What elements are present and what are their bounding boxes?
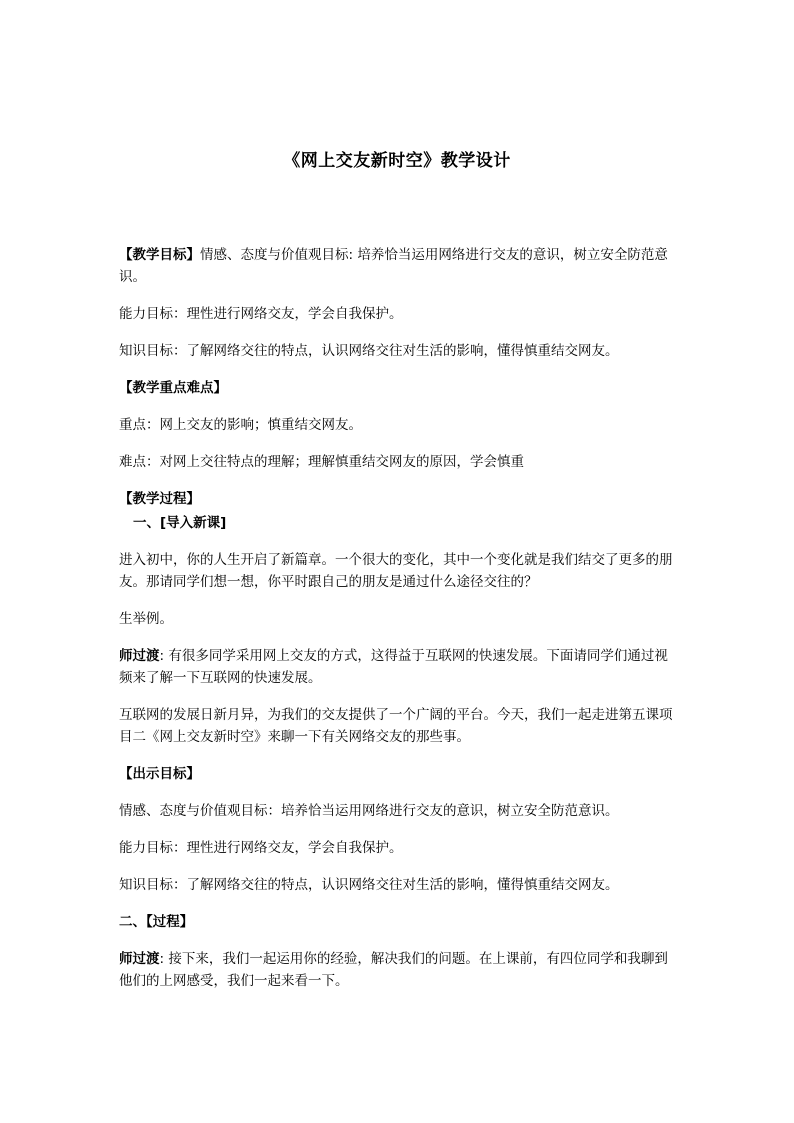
transition-text-2: : 接下来，我们一起运用你的经验，解决我们的问题。在上课前，有四位同学和我聊到他们的上网感受，我们一起来看一下。 <box>119 951 668 989</box>
transition-label-1: 师过渡 <box>119 648 160 664</box>
keypoint-text: 重点：网上交友的影响；慎重结交网友。 <box>119 417 362 433</box>
document-body <box>119 244 677 1007</box>
student-example: 生举例。 <box>119 611 173 627</box>
transition-paragraph-2 <box>119 948 677 992</box>
keypoints-heading: 【教学重点难点】 <box>119 380 227 396</box>
ability-objective: 能力目标：理性进行网络交友，学会自我保护。 <box>119 306 403 322</box>
objectives-paragraph <box>119 244 677 288</box>
intro-paragraph: 进入初中，你的人生开启了新篇章。一个很大的变化，其中一个变化就是我们结交了更多的朋友。那请同学们想一想，你平时跟自己的朋友是通过什么途径交往的？ <box>119 552 673 590</box>
goal-emotion: 情感、态度与价值观目标：培养恰当运用网络进行交友的意识，树立安全防范意识。 <box>119 803 619 819</box>
process-heading: 【教学过程】 <box>119 491 200 507</box>
knowledge-objective: 知识目标：了解网络交往的特点，认识网络交往对生活的影响，懂得慎重结交网友。 <box>119 343 619 359</box>
show-goals-heading: 【出示目标】 <box>119 766 200 782</box>
transition-label-2: 师过渡 <box>119 951 160 967</box>
goal-knowledge: 知识目标：了解网络交往的特点，认识网络交往对生活的影响，懂得慎重结交网友。 <box>119 877 619 893</box>
internet-paragraph: 互联网的发展日新月异，为我们的交友提供了一个广阔的平台。今天，我们一起走进第五课项目二《网上交友新时空》来聊一下有关网络交友的那些事。 <box>119 707 673 745</box>
intro-heading: 一、[导入新课] <box>133 515 227 531</box>
document-title: 《网上交友新时空》教学设计 <box>283 151 511 171</box>
objectives-text: 情感、态度与价值观目标: 培养恰当运用网络进行交友的意识，树立安全防范意识。 <box>119 247 668 285</box>
goal-ability: 能力目标：理性进行网络交友，学会自我保护。 <box>119 840 403 856</box>
process2-heading: 二、【过程】 <box>119 914 194 930</box>
difficulty-text: 难点：对网上交往特点的理解；理解慎重结交网友的原因，学会慎重 <box>119 454 524 470</box>
transition-paragraph-1 <box>119 645 677 689</box>
transition-text-1: : 有很多同学采用网上交友的方式，这得益于互联网的快速发展。下面请同学们通过视频来了解一下互联网的快速发展。 <box>119 648 668 686</box>
objectives-label: 【教学目标】 <box>119 247 200 263</box>
